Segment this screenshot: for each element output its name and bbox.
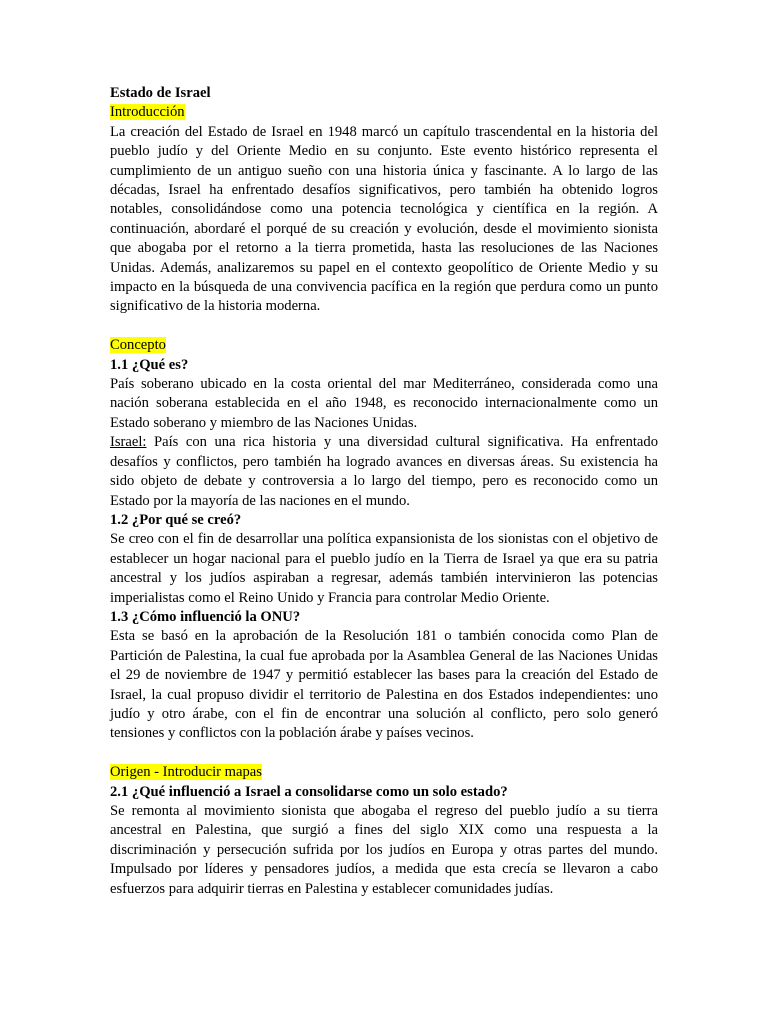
israel-definition-paragraph [110, 433, 658, 511]
israel-underlined-term: Israel: [110, 434, 147, 451]
intro-highlight: Introducción [110, 104, 185, 121]
question-1-1-paragraph: País soberano ubicado en la costa oriental del mar Mediterráneo, considerada como una nación soberana establecida en el año 1948, es reconocido internacionalmente como un Estado soberano y miembro de las Naciones Unidas. [110, 376, 658, 431]
question-1-1-heading: 1.1 ¿Qué es? [110, 356, 189, 373]
intro-paragraph: La creación del Estado de Israel en 1948 marcó un capítulo trascendental en la historia del pueblo judío y del Oriente Medio en su conjunto. Este evento histórico representa el cumplimiento de un antiguo sueño con una historia única y fascinante. A lo largo de las décadas, Israel ha enfrentado desafíos significativos, pero también ha obtenido logros notables, consolidándose como una potencia tecnológica y científica en la región. A continuación, abordaré el porqué de su creación y evolución, desde el movimiento sionista que abogaba por el retorno a la tierra prometida, hasta las resoluciones de las Naciones Unidas. Además, analizaremos su papel en el contexto geopolítico de Oriente Medio y su impacto en la búsqueda de una convivencia pacífica en la región que perdura como un punto significativo de la historia moderna. [110, 123, 658, 315]
israel-definition-text: País con una rica historia y una diversidad cultural significativa. Ha enfrentado desafíos y conflictos, pero también ha logrado avances en diversas áreas. Su existencia ha sido objeto de debate y controversia a lo largo del tiempo, pero es reconocido como un Estado por la mayoría de las naciones en el mundo. [110, 434, 658, 509]
document-page [110, 84, 658, 899]
spacer [110, 317, 658, 336]
origen-highlight: Origen - Introducir mapas [110, 764, 262, 781]
question-2-1-heading: 2.1 ¿Qué influenció a Israel a consolidarse como un solo estado? [110, 783, 508, 800]
question-1-2-paragraph: Se creo con el fin de desarrollar una política expansionista de los sionistas con el objetivo de establecer un hogar nacional para el pueblo judío en la Tierra de Israel ya que era su patria ancestral y los judíos aspiraban a regresar, además también intervinieron las potencias imperialistas como el Reino Unido y Francia para controlar Medio Oriente. [110, 531, 658, 606]
intro-section-label [110, 103, 658, 122]
document-title: Estado de Israel [110, 85, 211, 101]
spacer [110, 744, 658, 763]
question-2-1-paragraph: Se remonta al movimiento sionista que abogaba el regreso del pueblo judío a su tierra ancestral en Palestina, que surgió a fines del siglo XIX como una respuesta a la discriminación y persecución sufrida por los judíos en Europa y otras partes del mundo. Impulsado por líderes y pensadores judíos, a medida que esta crecía se llevaron a cabo esfuerzos para adquirir tierras en Palestina y establecer comunidades judías. [110, 803, 658, 897]
question-1-3-heading: 1.3 ¿Cómo influenció la ONU? [110, 608, 301, 625]
concepto-section-label [110, 336, 658, 355]
concepto-highlight: Concepto [110, 337, 166, 354]
question-1-2-heading: 1.2 ¿Por qué se creó? [110, 511, 242, 528]
origen-section-label [110, 763, 658, 782]
question-1-3-paragraph: Esta se basó en la aprobación de la Resolución 181 o también conocida como Plan de Partición de Palestina, la cual fue aprobada por la Asamblea General de las Naciones Unidas el 29 de noviembre de 1947 y permitió establecer las bases para la creación del Estado de Israel, la cual propuso dividir el territorio de Palestina en dos Estados independientes: uno judío y otro árabe, con el fin de encontrar una solución al conflicto, pero solo generó tensiones y conflictos con la población árabe y países vecinos. [110, 628, 658, 742]
